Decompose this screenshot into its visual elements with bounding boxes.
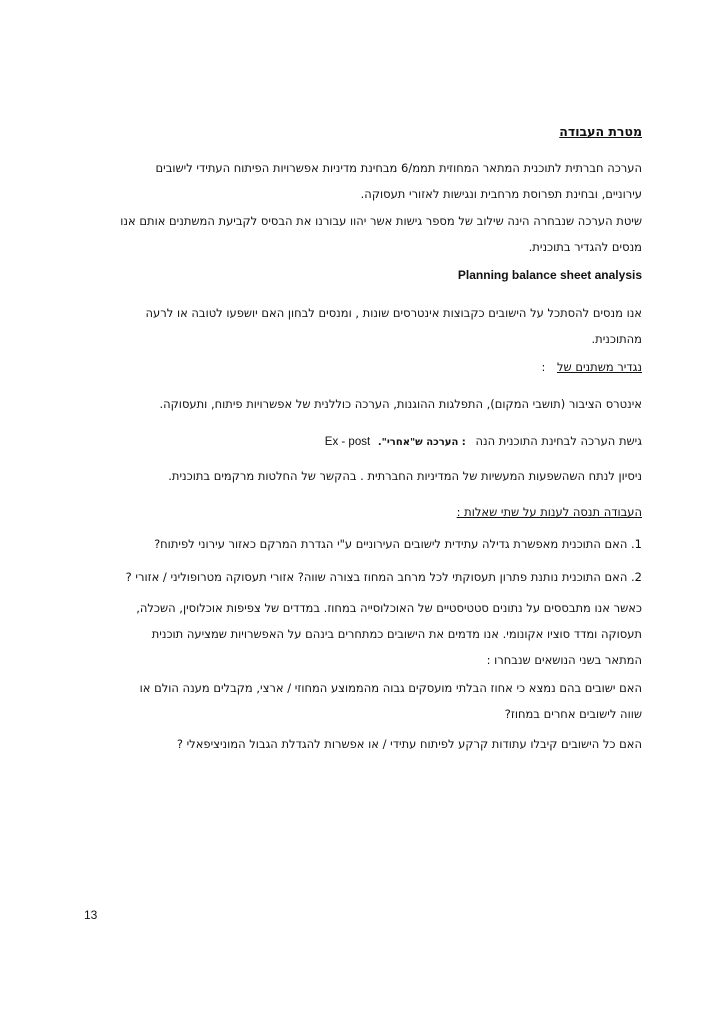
text-line: הערכה חברתית לתוכנית המתאר המחוזית תממ/6 מבחינת מדיניות אפשרויות הפיתוח העתידי לישובים: [155, 161, 642, 175]
text-line: אנו מנסים להסתכל על הישובים כקבוצות אינטרסים שונות , ומנסים לבחון האם יושפעו לטובה או לרעה: [145, 306, 642, 320]
text-line: שיטת הערכה שנבחרה הינה שילוב של מספר גישות אשר יהוו עבורנו את הבסיס לקביעת המשתנים אותם אנו: [120, 214, 642, 228]
questions-heading: העבודה תנסה לענות על שתי שאלות :: [456, 505, 642, 519]
text-line: עירוניים, ובחינת תפרוסת מרחבית ונגישות לאזורי תעסוקה.: [360, 187, 642, 201]
document-title: מטרת העבודה: [559, 124, 642, 139]
question-1: 1. האם התוכנית מאפשרת גדילה עתידית לישובים העירוניים ע"י הגדרת המרקם כאזור עירוני לפיתוח?: [154, 537, 642, 551]
approach-prefix: גישת הערכה לבחינת התוכנית הנה: [475, 434, 642, 448]
text-line: המתאר בשני הנושאים שנבחרו :: [486, 653, 642, 667]
approach-bold: : הערכה ש"אחרי".: [377, 437, 466, 448]
text-line: כאשר אנו מתבססים על נתונים סטטיסטיים של האוכלוסייה במחוז. במדדים של צפיפות אוכלוסין, השכלה,: [136, 601, 642, 615]
page-number: 13: [84, 908, 98, 922]
text-line: מנסים להגדיר בתוכנית.: [528, 240, 642, 254]
paragraph-method: [120, 208, 642, 260]
variables-heading-text: נגדיר משתנים של: [556, 360, 642, 374]
approach-line: [325, 428, 642, 456]
text-line: שווה לישובים אחרים במחוז?: [504, 707, 642, 721]
paragraph-attempt: ניסיון לנתח השהשפעות המעשיות של המדיניות החברתית . בהקשר של החלטות מרקמים בתוכנית.: [168, 469, 642, 483]
text-line: תעסוקה ומדד סוציו אקונומי. אנו מדמים את הישובים כמתחרים בינהם על האפשרויות שמציעה תוכנית: [151, 627, 642, 641]
paragraph-interest-groups: [146, 300, 642, 352]
method-heading: [458, 262, 642, 288]
paragraph-land-reserves: האם כל הישובים קיבלו עתודות קרקע לפיתוח עתידי / או אפשרות להגדלת הגבול המוניציפאלי ?: [176, 737, 642, 751]
text-line: מהתוכנית.: [591, 332, 642, 346]
variables-heading: [541, 354, 642, 380]
paragraph-statistics: [136, 595, 642, 673]
paragraph-goal: [156, 155, 642, 207]
approach-latin: Ex - post: [324, 436, 371, 448]
method-heading-text: Planning balance sheet analysis: [457, 268, 642, 282]
text-line: האם ישובים בהם נמצא כי אחוז הבלתי מועסקים גבוה מהממוצע המחוזי / ארצי, מקבלים מענה הולם או: [139, 681, 642, 695]
question-2: 2. האם התוכנית נותנת פתרון תעסוקתי לכל מרחב המחוז בצורה שווה? אזורי תעסוקה מטרופוליני / אזורי ?: [125, 570, 642, 584]
paragraph-variables: אינטרס הציבור (תושבי המקום), התפלגות ההוגנות, הערכה כוללנית של אפשרויות פיתוח, ותעסוקה.: [159, 397, 642, 411]
variables-colon: :: [541, 360, 546, 374]
paragraph-unemployment: [140, 675, 642, 727]
